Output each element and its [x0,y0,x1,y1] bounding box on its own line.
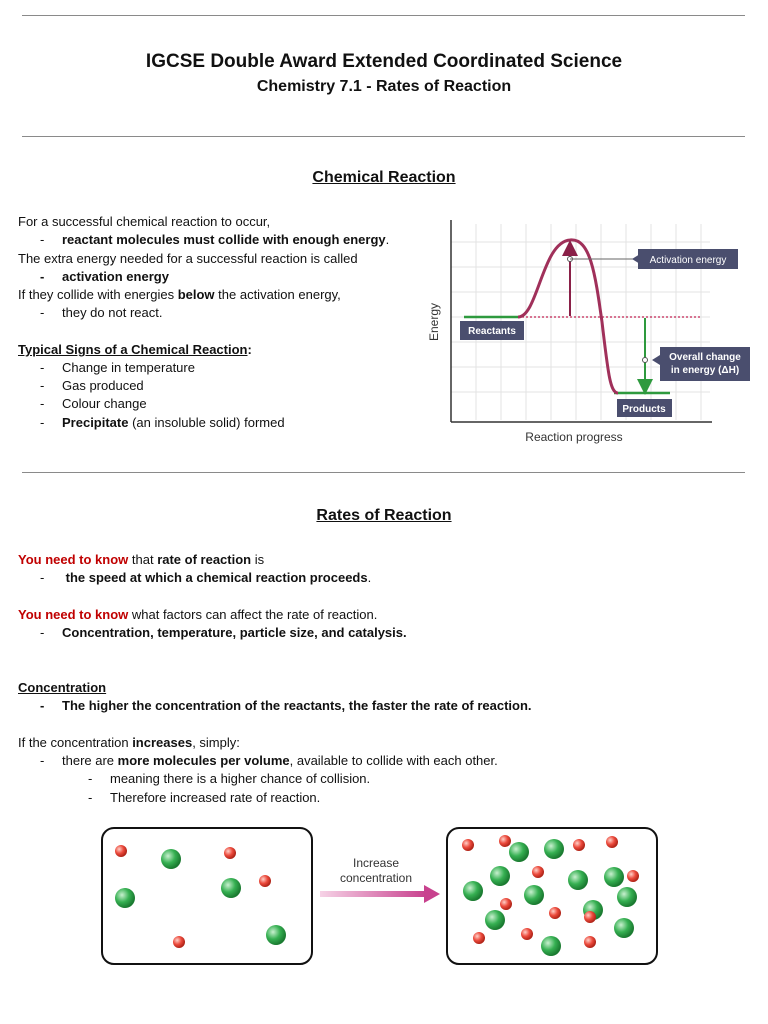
red-particle [627,870,639,882]
dash-bullet: - [88,771,93,786]
bullet-item [40,269,169,285]
green-particle [115,888,135,908]
section-rule [22,472,745,473]
dash-bullet: - [40,396,45,411]
green-particle [509,842,529,862]
red-particle [473,932,485,944]
dash-bullet: - [40,360,45,375]
bullet-item [40,753,498,769]
document-title: IGCSE Double Award Extended Coordinated Science [145,51,623,72]
green-particle [221,878,241,898]
bold-text: reactant molecules must collide with enough energy [62,232,386,247]
text-line [18,607,377,623]
text-line: The extra energy needed for a successful reaction is called [18,251,358,266]
bullet-item [40,570,371,586]
text: there are [62,753,118,768]
delta-h-label-line1: Overall change [669,352,741,363]
reactants-label: Reactants [468,326,516,337]
red-particle [584,936,596,948]
text: , available to collide with each other. [289,753,498,768]
bold-underlined-text: Typical Signs of a Chemical Reaction [18,342,248,357]
text-line [18,735,240,751]
text: is [251,552,265,567]
red-particle [532,866,544,878]
text: Change in temperature [62,360,195,375]
text: the activation energy, [214,287,341,302]
bold-text: increases [132,735,193,750]
bullet-item [40,698,532,714]
arrow-label-line1: Increase [352,856,400,870]
text: If they collide with energies [18,287,178,302]
bold-text: more molecules per volume [117,753,290,768]
text: , simply: [192,735,240,750]
dash-bullet: - [40,232,45,247]
concentration-heading: Concentration [18,680,107,695]
green-particle [614,918,634,938]
green-particle [490,866,510,886]
green-particle [161,849,181,869]
delta-h-label-pointer [652,355,660,365]
y-axis-label: Energy [427,302,441,342]
section-heading-rates-of-reaction: Rates of Reaction [316,507,452,524]
dash-bullet: - [40,698,45,713]
dash-bullet: - [40,378,45,393]
bold-text: Precipitate [62,415,129,430]
list-item [40,415,285,431]
text: (an insoluble solid) formed [128,415,285,430]
delta-h-marker [643,358,648,363]
green-particle [568,870,588,890]
bold-text: rate of reaction [157,552,252,567]
bullet-item [40,232,389,248]
highlight-text: You need to know [18,607,129,622]
header-rule [22,136,745,137]
list-item [40,360,195,376]
green-particle [463,881,483,901]
highlight-text: You need to know [18,552,129,567]
sub-bullet-item [88,790,320,806]
signs-heading [18,342,252,358]
green-particle [541,936,561,956]
text: . [367,570,372,585]
dash-bullet: - [40,625,45,640]
document-subtitle: Chemistry 7.1 - Rates of Reaction [256,78,512,95]
dash-bullet: - [88,790,93,805]
text: Therefore increased rate of reaction. [110,790,321,805]
text-line: For a successful chemical reaction to occur, [18,214,271,229]
dash-bullet: - [40,570,45,585]
bold-text: below [177,287,215,302]
increase-arrow-head [424,885,440,903]
text: Colour change [62,396,147,411]
red-particle [173,936,185,948]
section-heading-chemical-reaction: Chemical Reaction [312,169,456,186]
sub-bullet-item [88,771,370,787]
concentration-particle-diagram [90,820,670,970]
delta-h-label-line2: in energy (ΔH) [670,365,740,376]
green-particle [604,867,624,887]
red-particle [115,845,127,857]
red-particle [521,928,533,940]
energy-profile-diagram [420,212,760,452]
text: . [385,232,390,247]
top-rule [22,15,745,16]
bold-text: the speed at which a chemical reaction proceeds [62,570,368,585]
red-particle [584,911,596,923]
bold-text: activation energy [62,269,169,284]
green-particle [485,910,505,930]
dash-bullet: - [40,305,45,320]
x-axis-label: Reaction progress [525,430,623,444]
red-particle [606,836,618,848]
red-particle [500,898,512,910]
bullet-item [40,305,162,321]
red-particle [549,907,561,919]
text: : [247,342,252,357]
bullet-item [40,625,407,641]
red-particle [462,839,474,851]
dash-bullet: - [40,415,45,430]
dash-bullet: - [40,753,45,768]
list-item [40,378,144,394]
arrow-label-line2: concentration [339,871,413,885]
text: Gas produced [62,378,144,393]
text: they do not react. [62,305,163,320]
text: that [128,552,158,567]
bold-text: Concentration, temperature, particle size, and catalysis. [62,625,407,640]
green-particle [544,839,564,859]
red-particle [224,847,236,859]
bold-text: The higher the concentration of the reactants, the faster the rate of reaction. [62,698,532,713]
text: If the concentration [18,735,133,750]
green-particle [617,887,637,907]
red-particle [573,839,585,851]
increase-arrow-shaft [320,891,426,897]
activation-energy-label: Activation energy [649,255,727,266]
red-particle [499,835,511,847]
dash-bullet: - [40,269,45,284]
green-particle [266,925,286,945]
products-label: Products [622,404,666,415]
text: what factors can affect the rate of reaction. [128,607,378,622]
list-item [40,396,147,412]
text-line [18,552,264,568]
green-particle [524,885,544,905]
text: meaning there is a higher chance of collision. [110,771,371,786]
red-particle [259,875,271,887]
text-line [18,287,341,303]
